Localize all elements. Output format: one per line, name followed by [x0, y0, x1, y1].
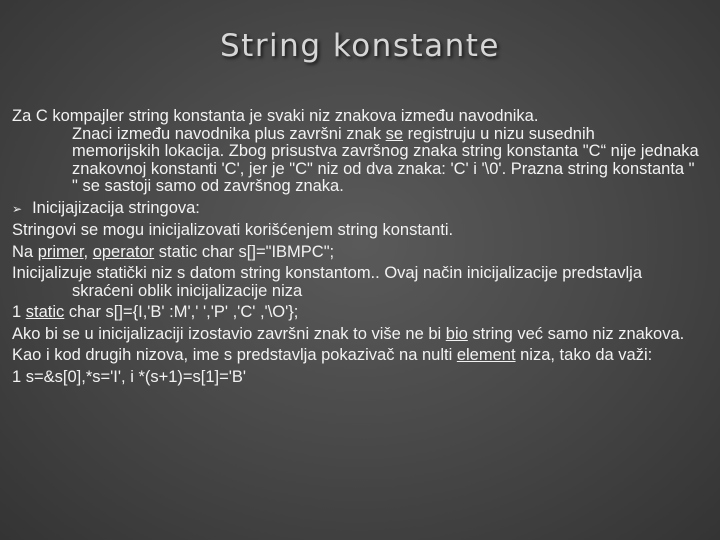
intro-sentence-1: Za C kompajler string konstanta je svaki niz znakova između navodnika.: [12, 107, 539, 125]
paragraph-code-2: 1 s=&s[0],*s='I', i *(s+1)=s[1]='B': [12, 367, 247, 386]
code-1-rest: char s[]={I,'B' :M',' ','P' ,'C' ,'\O'};: [64, 303, 299, 321]
code-1-prefix: 1: [12, 303, 26, 321]
paragraph-code-1: [12, 304, 702, 322]
intro-sentence-2b: registruju u nizu susednih: [403, 124, 595, 143]
underlined-word-operator: operator: [92, 242, 155, 261]
bullet-item: [12, 200, 702, 219]
underlined-word-static: static: [25, 303, 65, 321]
paragraph-static: Inicijalizuje statički niz s datom string konstantom.. Ovaj način inicijalizacije predstavlja skraćeni oblik inicijalizacije niza: [12, 264, 643, 300]
pointer-text-b: niza, tako da važi:: [515, 346, 653, 364]
omit-text-a: Ako bi se u inicijalizaciji izostavio završni znak to više ne bi: [12, 324, 446, 343]
underlined-word-primer: primer: [37, 242, 84, 261]
example-prefix: Na: [12, 242, 38, 261]
example-code: static char s[]="IBMPC";: [154, 242, 335, 261]
paragraph-init: Stringovi se mogu inicijalizovati korišćenjem string konstanti.: [12, 221, 454, 239]
intro-sentence-3: memorijskih lokacija. Zbog prisustva završnog znaka string konstanta "C“ nije jednaka znakovnoj konstanti 'C', jer je "C" niz od dva znaka: 'C' i '\0'. Prazna string konstanta " " se sastoji samo od završnog znaka.: [72, 142, 699, 195]
example-comma: ,: [83, 242, 93, 261]
underlined-word-se: se: [385, 124, 404, 143]
paragraph-omit: [12, 326, 702, 344]
intro-sentence-2a: Znaci između navodnika plus završni znak: [72, 124, 386, 143]
paragraph-pointer: [12, 347, 702, 365]
omit-text-b: string već samo niz znakova.: [467, 324, 685, 343]
underlined-word-bio: bio: [445, 324, 468, 343]
paragraph-intro: [12, 108, 702, 196]
pointer-text-a: Kao i kod drugih nizova, ime s predstavlja pokazivač na nulti: [12, 346, 457, 364]
slide-title: String konstante: [219, 28, 500, 64]
arrow-bullet-icon: ➢: [12, 201, 23, 216]
slide-body: [12, 108, 702, 390]
underlined-word-element: element: [456, 346, 516, 364]
bullet-text: Inicijajizacija stringova:: [32, 198, 200, 217]
paragraph-example: [12, 244, 702, 262]
